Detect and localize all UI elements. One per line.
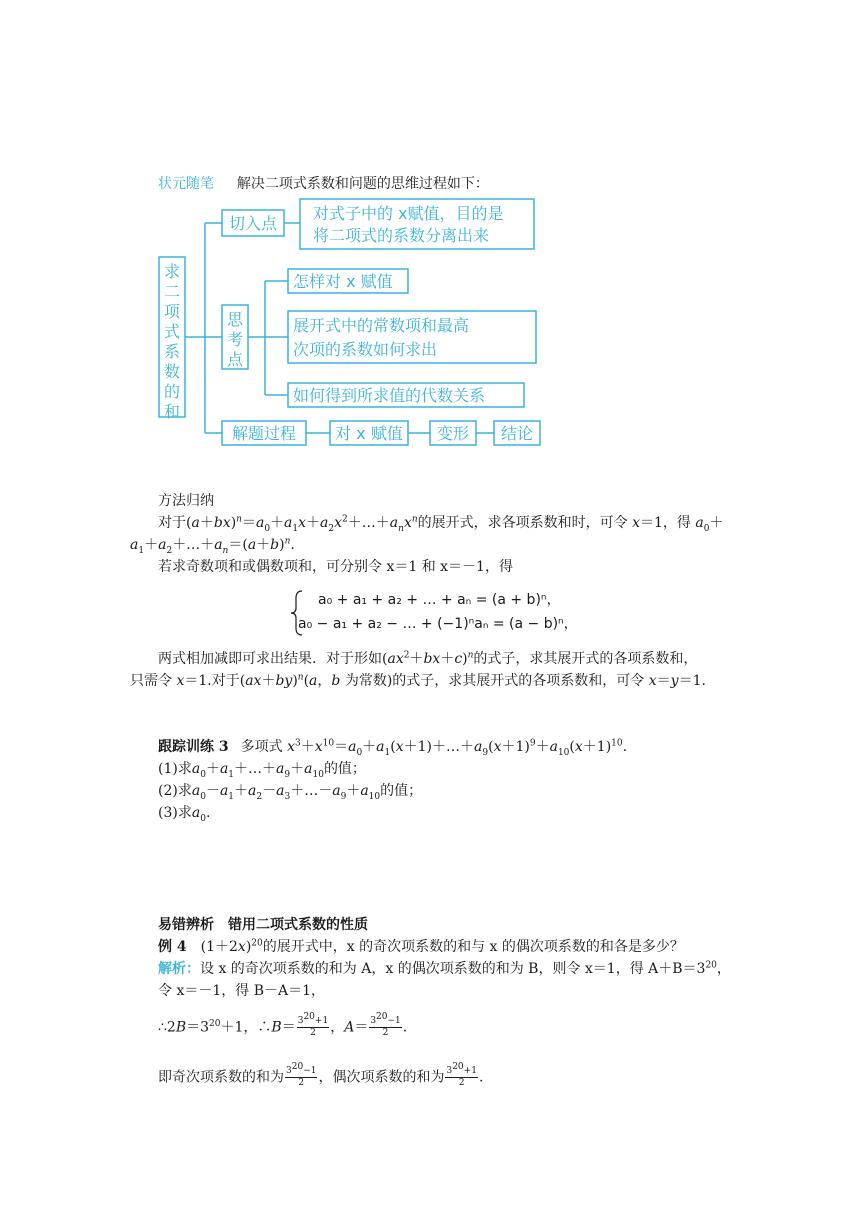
- root-label-char: 二: [163, 282, 181, 301]
- training-q2: (2)求$a_0-a_1+a_2-a_3+\dots-a_9+a_{10}$的值；: [158, 783, 423, 802]
- method-line4-a: 两式相加减即可求出结果．对于形如: [158, 651, 382, 667]
- process-label: 解题过程: [231, 424, 297, 443]
- conclusion-a: 即奇次项系数的和为: [158, 1069, 284, 1086]
- root-label-char: 式: [163, 322, 181, 341]
- training-line0: 跟踪训练 3 多项式 $x^3+x^{10}=a_0+a_1(x+1)+\dots+a_9(x+1)^9+a_{10}(x+1)^{10}$.: [158, 738, 628, 758]
- think-label-char: 思: [226, 310, 244, 329]
- root-label-char: 项: [163, 302, 181, 321]
- example-label: 例 4: [158, 939, 187, 955]
- method-line4: 两式相加减即可求出结果．对于形如$(ax^2+bx+c)^n$的式子，求其展开式的各项系数和，: [158, 650, 698, 667]
- think-label: [227, 310, 244, 369]
- entry-label: 切入点: [228, 214, 278, 233]
- method-line1: 对于$(a+bx)^n=a_0+a_1x+a_2x^2+\dots+a_nx^n$的展开式，求各项系数和时，可令 x＝1，得 $a_0+$: [158, 514, 724, 534]
- solution-line1-text: 设 x 的奇次项系数的和为 A，x 的偶次项系数的和为 B，则令 x＝1，得 A＋B＝3: [200, 961, 706, 977]
- system-line-2: a₀ − a₁ + a₂ − … + (−1)ⁿaₙ = (a − b)ⁿ，: [298, 616, 578, 632]
- training-q1-label: (1)求: [158, 761, 192, 777]
- mind-map-diagram: [150, 195, 550, 455]
- process-step-1: 对 x 赋值: [335, 424, 403, 443]
- fraction-odd: $\frac{3^{20}-1}{2}$: [286, 1062, 317, 1088]
- training-q1-end: 的值；: [323, 761, 366, 777]
- solution-line2: 令 x＝－1，得 B－A＝1，: [158, 983, 326, 999]
- root-label-char: 的: [163, 382, 181, 401]
- method-line1-mid: 的展开式，求各项系数和时，可令: [417, 515, 633, 531]
- method-line1-prefix: 对于: [158, 515, 186, 531]
- fraction-a: $\frac{3^{20}-1}{2}$: [370, 1012, 401, 1038]
- method-line2: $a_1+a_2+\dots+a_n=(a+b)^n$.: [130, 536, 295, 556]
- root-label-char: 数: [163, 362, 181, 381]
- method-line5-b: 对于: [211, 673, 240, 689]
- entry-text-line1: 对式子中的 x赋值，目的是: [313, 204, 504, 223]
- root-label: [164, 262, 181, 421]
- root-label-char: 求: [163, 262, 181, 281]
- system-line-1: a₀ + a₁ + a₂ + … + aₙ = (a + b)ⁿ，: [318, 592, 561, 608]
- fraction-b: $\frac{3^{20}+1}{2}$: [297, 1012, 329, 1038]
- entry-text-line2: 将二项式的系数分离出来: [313, 226, 490, 245]
- root-label-char: 系: [163, 342, 181, 361]
- fraction-even: $\frac{3^{20}+1}{2}$: [446, 1062, 477, 1088]
- think-label-char: 考: [226, 330, 244, 349]
- training-q2-label: (2)求: [158, 783, 192, 799]
- equation-system: [290, 588, 590, 638]
- solution-line3: $\therefore 2B=3^{20}+1$，∴B＝ $\frac{3^{20}+1}{2}$ ，A＝ $\frac{3^{20}-1}{2}$ .: [158, 1012, 408, 1038]
- training-q3: (3)求$a_0$.: [158, 805, 211, 824]
- conclusion-line: 即奇次项系数的和为 $\frac{3^{20}-1}{2}$ ，偶次项系数的和为 $\frac{3^{20}+1}{2}$ .: [158, 1062, 484, 1088]
- training-heading: 跟踪训练 3: [158, 739, 229, 755]
- method-line1-end: ，得: [662, 515, 696, 531]
- think-label-char: 点: [226, 350, 244, 369]
- method-heading: 方法归纳: [158, 493, 214, 509]
- think-item-2-line2: 次项的系数如何求出: [293, 340, 438, 359]
- method-line4-b: 的式子，求其展开式的各项系数和，: [473, 651, 698, 667]
- method-line3: 若求奇数项和或偶数项和，可分别令 x＝1 和 x＝－1，得: [158, 559, 513, 575]
- error-heading: 易错辨析 错用二项式系数的性质: [158, 917, 368, 933]
- method-line5-a: 只需令: [130, 673, 177, 689]
- example-text: 的展开式中，x 的奇次项系数的和与 x 的偶次项系数的和各是多少？: [262, 939, 684, 955]
- think-item-3: 如何得到所求值的代数关系: [293, 386, 486, 405]
- training-intro: 多项式: [240, 739, 283, 755]
- training-q1: (1)求$a_0+a_1+\dots+a_9+a_{10}$的值；: [158, 761, 366, 780]
- think-item-1: 怎样对 x 赋值: [293, 272, 393, 291]
- solution-label: 解析：: [158, 961, 200, 977]
- solution-line1: 解析：设 x 的奇次项系数的和为 A，x 的偶次项系数的和为 B，则令 x＝1，得 $A+B=3^{20}$，: [158, 960, 731, 977]
- intro-text: 解决二项式系数和问题的思维过程如下：: [236, 176, 489, 192]
- think-item-2-line1: 展开式中的常数项和最高: [293, 316, 470, 335]
- method-line5: 只需令 x＝1.对于$(ax+by)^n(a$，b 为常数)的式子，求其展开式的各项系数和，可令 x＝y＝1.: [130, 672, 706, 689]
- example-line: 例 4 $(1+2x)^{20}$的展开式中，x 的奇次项系数的和与 x 的偶次项系数的和各是多少？: [158, 938, 684, 955]
- training-q3-label: (3)求: [158, 805, 192, 821]
- conclusion-b: ，偶次项系数的和为: [318, 1069, 445, 1086]
- intro-line: [158, 173, 489, 195]
- training-q2-end: 的值；: [380, 783, 423, 799]
- root-label-char: 和: [163, 402, 181, 421]
- process-step-2: 变形: [436, 424, 470, 443]
- method-line5-c: 为常数)的式子，求其展开式的各项系数和，可令: [344, 673, 649, 689]
- process-step-3: 结论: [500, 424, 534, 443]
- intro-title: 状元随笔: [158, 176, 214, 192]
